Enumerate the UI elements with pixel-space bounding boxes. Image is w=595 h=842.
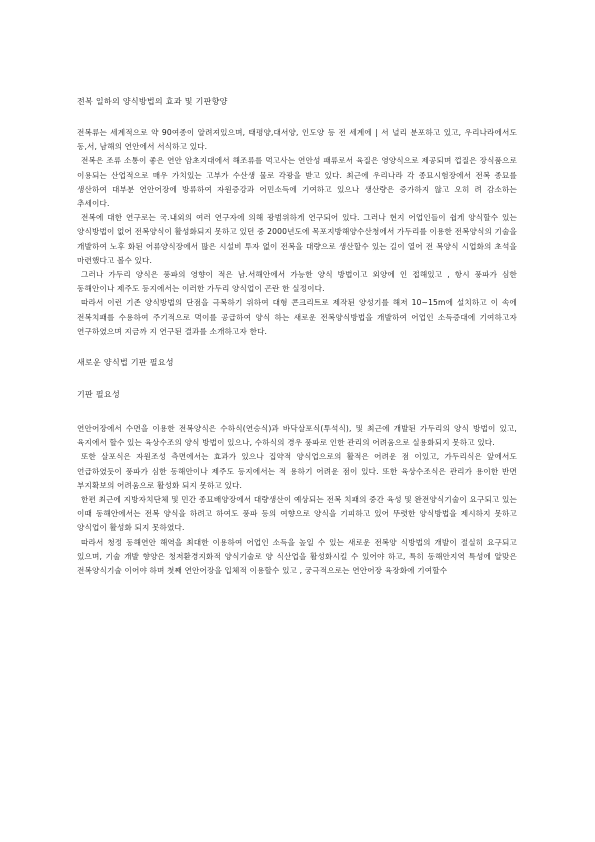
document-title: 전복 일하의 양식방법의 효과 및 기판향양 bbox=[77, 97, 228, 106]
intro-paragraph-5: 따라서 이런 기존 양식방법의 단점을 극복하기 위하여 대형 콘크리트로 제작된 양성기를 해저 10~15m에 설치하고 이 속에 전복치패를 수용하여 주기적으로 먹이를 공급하여 양식 하는 새로운 전복양식방법을 개발하여 어업인 소득증대에 기여하고자 연구하였으며 지금까 지 연구된 결과를 소개하고자 한다. bbox=[77, 298, 517, 336]
intro-paragraph-3: 전복에 대한 연구로는 국.내외의 여러 연구자에 의해 광범위하게 연구되어 있다. 그러나 현지 어업인들이 쉽게 양식할수 있는 양식방법이 없어 전복양식이 활성화되지 못하고 있던 중 2000년도에 목포지방해양수산청에서 가두리를 이용한 전복양식의 기술을 개발하여 노후 화된 어류양식장에서 많은 시설비 투자 없이 전복을 대량으로 생산할수 있는 길이 열어 전 복양식 시업화의 초석을 마련했다고 볼수 있다. bbox=[77, 213, 517, 265]
intro-paragraph-2: 전복은 조류 소통이 좋은 연안 암초지대에서 해조류를 먹고사는 연안성 패류로서 육질은 영양식으로 제공되며 껍질은 장식품으로 이용되는 산업적으로 매우 가치있는 고부가 수산생 물로 각광을 받고 있다. 최근에 우리나라 각 종묘시험장에서 전복 종묘를 생산하여 대부분 연안어장에 방류하여 자원증강과 어민소득에 기여하고 있으나 생산량은 증가하지 않고 오히 려 감소하는 추세이다. bbox=[77, 156, 517, 209]
intro-paragraph-1: 전복류는 세계적으로 약 90여종이 알려져있으며, 태평양,대서양, 인도양 등 전 세계에 | 서 널리 분포하고 있고, 우리나라에서도 동,서, 남해의 연안에서 서식하고 있다. bbox=[77, 128, 517, 152]
body-paragraph-1: 연안어장에서 수면을 이용한 전복양식은 수하식(연승식)과 바닥살포식(투석식), 및 최근에 개발된 가두리의 양식 방법이 있고, 육지에서 할수 있는 육상수조의 양식 방법이 있으나, 수하식의 경우 풍파로 인한 관리의 어려움으로 실용화되지 못하고 있다. bbox=[77, 424, 517, 448]
section-heading-new-method: 새로운 양식법 기판 필요성 bbox=[77, 358, 174, 368]
body-paragraph-2: 또한 살포식은 자원조성 측면에서는 효과가 있으나 집약적 양식업으로의 활적은 어려운 점 이있고, 가두리식은 앞에서도 언급하였듯이 풍파가 심한 동해안이나 제주도 등지에서는 적 용하기 어려운 점이 있다. 또한 육상수조식은 관리가 용이한 반면 부지확보의 어려움으로 활성화 되지 못하고 있다. bbox=[77, 452, 517, 490]
body-paragraph-3: 한편 최근에 지방자치단체 및 민간 종묘배양장에서 대량생산이 예상되는 전복 치패의 중간 육성 및 완전양식기술이 요구되고 있는 이때 동해안에서는 전복 양식을 하려고 하여도 풍파 등의 여향으로 양식을 기피하고 있어 뚜렷한 양식방법을 제시하지 못하고 양식업이 활성화 되지 못하였다. bbox=[77, 495, 517, 533]
body-paragraph-4: 따라서 청정 동해연안 해역을 최대한 이용하여 어업인 소득을 높일 수 있는 새로운 전복양 식방법의 개발이 절실히 요구되고 있으며, 기술 개발 향양은 청저환경지화적 양식기술로 양 식산업을 활성화시킬 수 있어야 하고, 특히 동해안지역 특성에 알맞은 전복양식기술 이어야 하며 첫째 연안어장을 입체적 이용할수 있고 , 궁극적으로는 연안어장 육장화에 기여할수 bbox=[77, 537, 517, 576]
intro-paragraph-4: 그러나 가두리 양식은 풍파의 영향이 적은 남.서해안에서 가능한 양식 방법이고 외양에 인 접해있고 , 항시 풍파가 심한 동해안이나 제주도 등지에서는 이러한 가두리 양식업이 곤란 한 실정이다. bbox=[77, 270, 517, 294]
section-heading-necessity: 기판 필요성 bbox=[77, 390, 120, 400]
document-body bbox=[77, 97, 517, 578]
